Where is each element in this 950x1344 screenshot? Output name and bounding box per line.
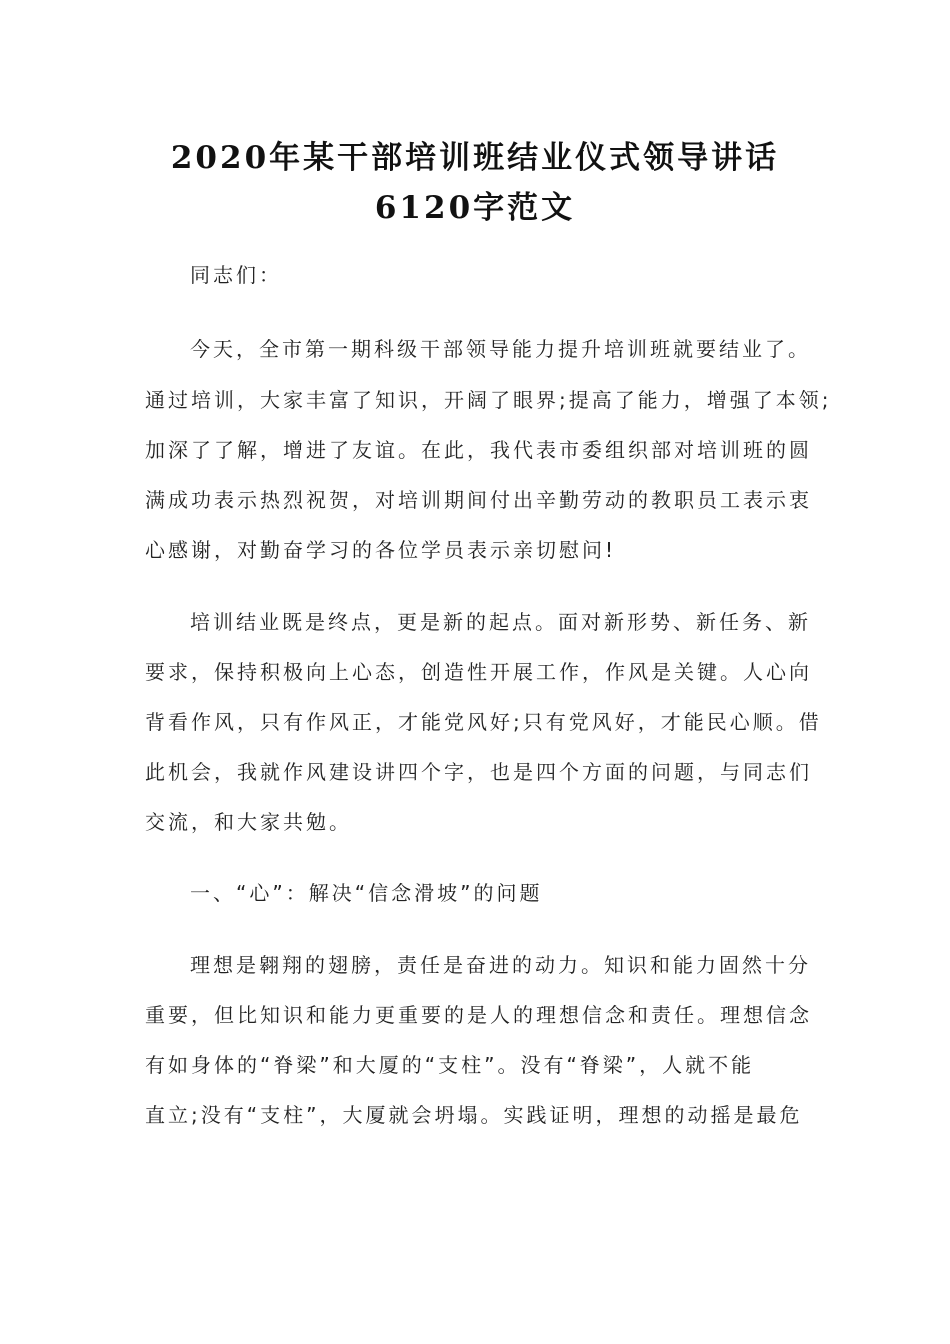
salutation: 同志们：: [190, 263, 282, 287]
section-heading-1: 一、“心”：解决“信念滑坡”的问题: [190, 881, 543, 905]
paragraph-1-line-5: 心感谢，对勤奋学习的各位学员表示亲切慰问!: [145, 538, 617, 562]
paragraph-1-line-1: 今天，全市第一期科级干部领导能力提升培训班就要结业了。: [190, 337, 811, 361]
paragraph-1-line-2: 通过培训，大家丰富了知识，开阔了眼界;提高了能力，增强了本领;: [145, 388, 832, 412]
paragraph-3-line-3: 有如身体的“脊梁”和大厦的“支柱”。没有“脊梁”，人就不能: [145, 1053, 755, 1077]
paragraph-2-line-2: 要求，保持积极向上心态，创造性开展工作，作风是关键。人心向: [145, 660, 812, 684]
paragraph-3-line-1: 理想是翱翔的翅膀，责任是奋进的动力。知识和能力固然十分: [190, 953, 811, 977]
paragraph-1-line-4: 满成功表示热烈祝贺，对培训期间付出辛勤劳动的教职员工表示衷: [145, 488, 812, 512]
paragraph-3-line-2: 重要，但比知识和能力更重要的是人的理想信念和责任。理想信念: [145, 1003, 812, 1027]
document-title-line-1: 2020年某干部培训班结业仪式领导讲话: [170, 140, 780, 176]
paragraph-2-line-1: 培训结业既是终点，更是新的起点。面对新形势、新任务、新: [190, 610, 811, 634]
paragraph-3-line-4: 直立;没有“支柱”，大厦就会坍塌。实践证明，理想的动摇是最危: [145, 1103, 803, 1127]
paragraph-2-line-5: 交流，和大家共勉。: [145, 810, 352, 834]
paragraph-2-line-3: 背看作风，只有作风正，才能党风好;只有党风好，才能民心顺。借: [145, 710, 822, 734]
paragraph-1-line-3: 加深了了解，增进了友谊。在此，我代表市委组织部对培训班的圆: [145, 438, 812, 462]
document-title-line-2: 6120字范文: [374, 190, 576, 226]
paragraph-2-line-4: 此机会，我就作风建设讲四个字，也是四个方面的问题，与同志们: [145, 760, 812, 784]
